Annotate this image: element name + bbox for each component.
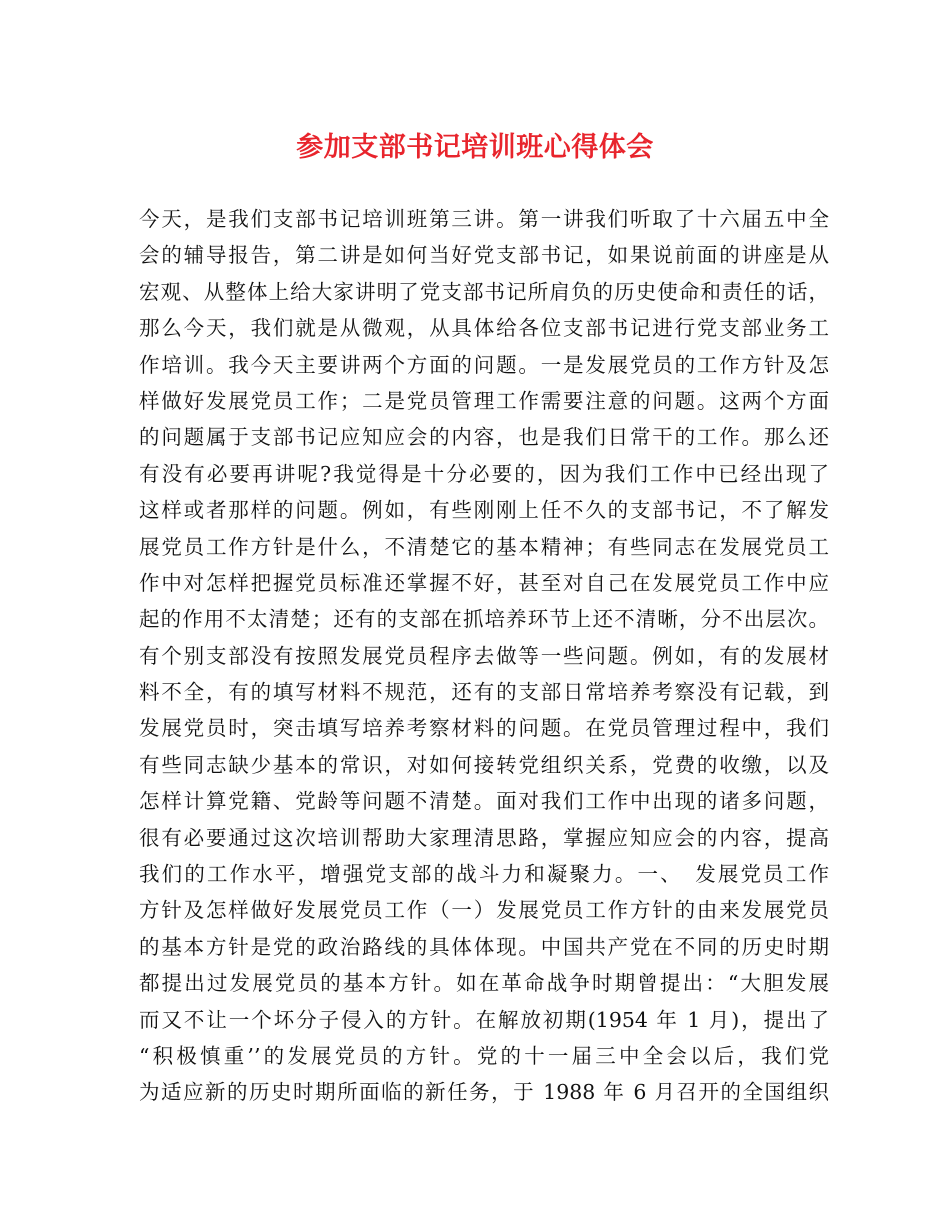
- document-body: [139, 201, 829, 1111]
- document-title: 参加支部书记培训班心得体会: [296, 132, 654, 163]
- body-line: 会的辅导报告，第二讲是如何当好党支部书记，如果说前面的讲座是从: [139, 243, 829, 268]
- body-line: 为适应新的历史时期所面临的新任务，于 1988 年 6 月召开的全国组织: [139, 1080, 829, 1105]
- body-line: 展党员工作方针是什么，不清楚它的基本精神；有些同志在发展党员工: [139, 534, 829, 559]
- body-line: “积极慎重’’的发展党员的方针。党的十一届三中全会以后，我们党: [139, 1043, 829, 1068]
- body-line: 怎样计算党籍、党龄等问题不清楚。面对我们工作中出现的诸多问题，: [139, 789, 829, 814]
- body-line: 这样或者那样的问题。例如，有些刚刚上任不久的支部书记，不了解发: [139, 498, 829, 523]
- body-line: 那么今天，我们就是从微观，从具体给各位支部书记进行党支部业务工: [139, 316, 829, 341]
- body-line: 的问题属于支部书记应知应会的内容，也是我们日常干的工作。那么还: [139, 425, 829, 450]
- body-line: 有个别支部没有按照发展党员程序去做等一些问题。例如，有的发展材: [139, 643, 829, 668]
- body-line: 的基本方针是党的政治路线的具体体现。中国共产党在不同的历史时期: [139, 934, 829, 959]
- body-line: 料不全，有的填写材料不规范，还有的支部日常培养考察没有记载，到: [139, 680, 829, 705]
- body-line: 发展党员时，突击填写培养考察材料的问题。在党员管理过程中，我们: [139, 716, 829, 741]
- body-line: 有些同志缺少基本的常识，对如何接转党组织关系，党费的收缴，以及: [139, 752, 829, 777]
- body-line: 宏观、从整体上给大家讲明了党支部书记所肩负的历史使命和责任的话，: [139, 279, 829, 304]
- body-line: 很有必要通过这次培训帮助大家理清思路，掌握应知应会的内容，提高: [139, 825, 829, 850]
- body-line: 样做好发展党员工作；二是党员管理工作需要注意的问题。这两个方面: [139, 388, 829, 413]
- body-line: 起的作用不太清楚；还有的支部在抓培养环节上还不清晰，分不出层次。: [139, 607, 829, 632]
- body-line: 作培训。我今天主要讲两个方面的问题。一是发展党员的工作方针及怎: [139, 352, 829, 377]
- body-line: 有没有必要再讲呢?我觉得是十分必要的，因为我们工作中已经出现了: [139, 461, 829, 486]
- body-line: 我们的工作水平，增强党支部的战斗力和凝聚力。一、 发展党员工作: [139, 862, 829, 887]
- body-line: 都提出过发展党员的基本方针。如在革命战争时期曾提出：“大胆发展: [139, 971, 829, 996]
- body-line: 作中对怎样把握党员标准还掌握不好，甚至对自己在发展党员工作中应: [139, 570, 829, 595]
- body-line: 方针及怎样做好发展党员工作（一）发展党员工作方针的由来发展党员: [139, 898, 829, 923]
- body-line: 今天，是我们支部书记培训班第三讲。第一讲我们听取了十六届五中全: [139, 207, 829, 231]
- body-line: 而又不让一个坏分子侵入的方针。在解放初期(1954 年 1 月)，提出了: [139, 1007, 829, 1032]
